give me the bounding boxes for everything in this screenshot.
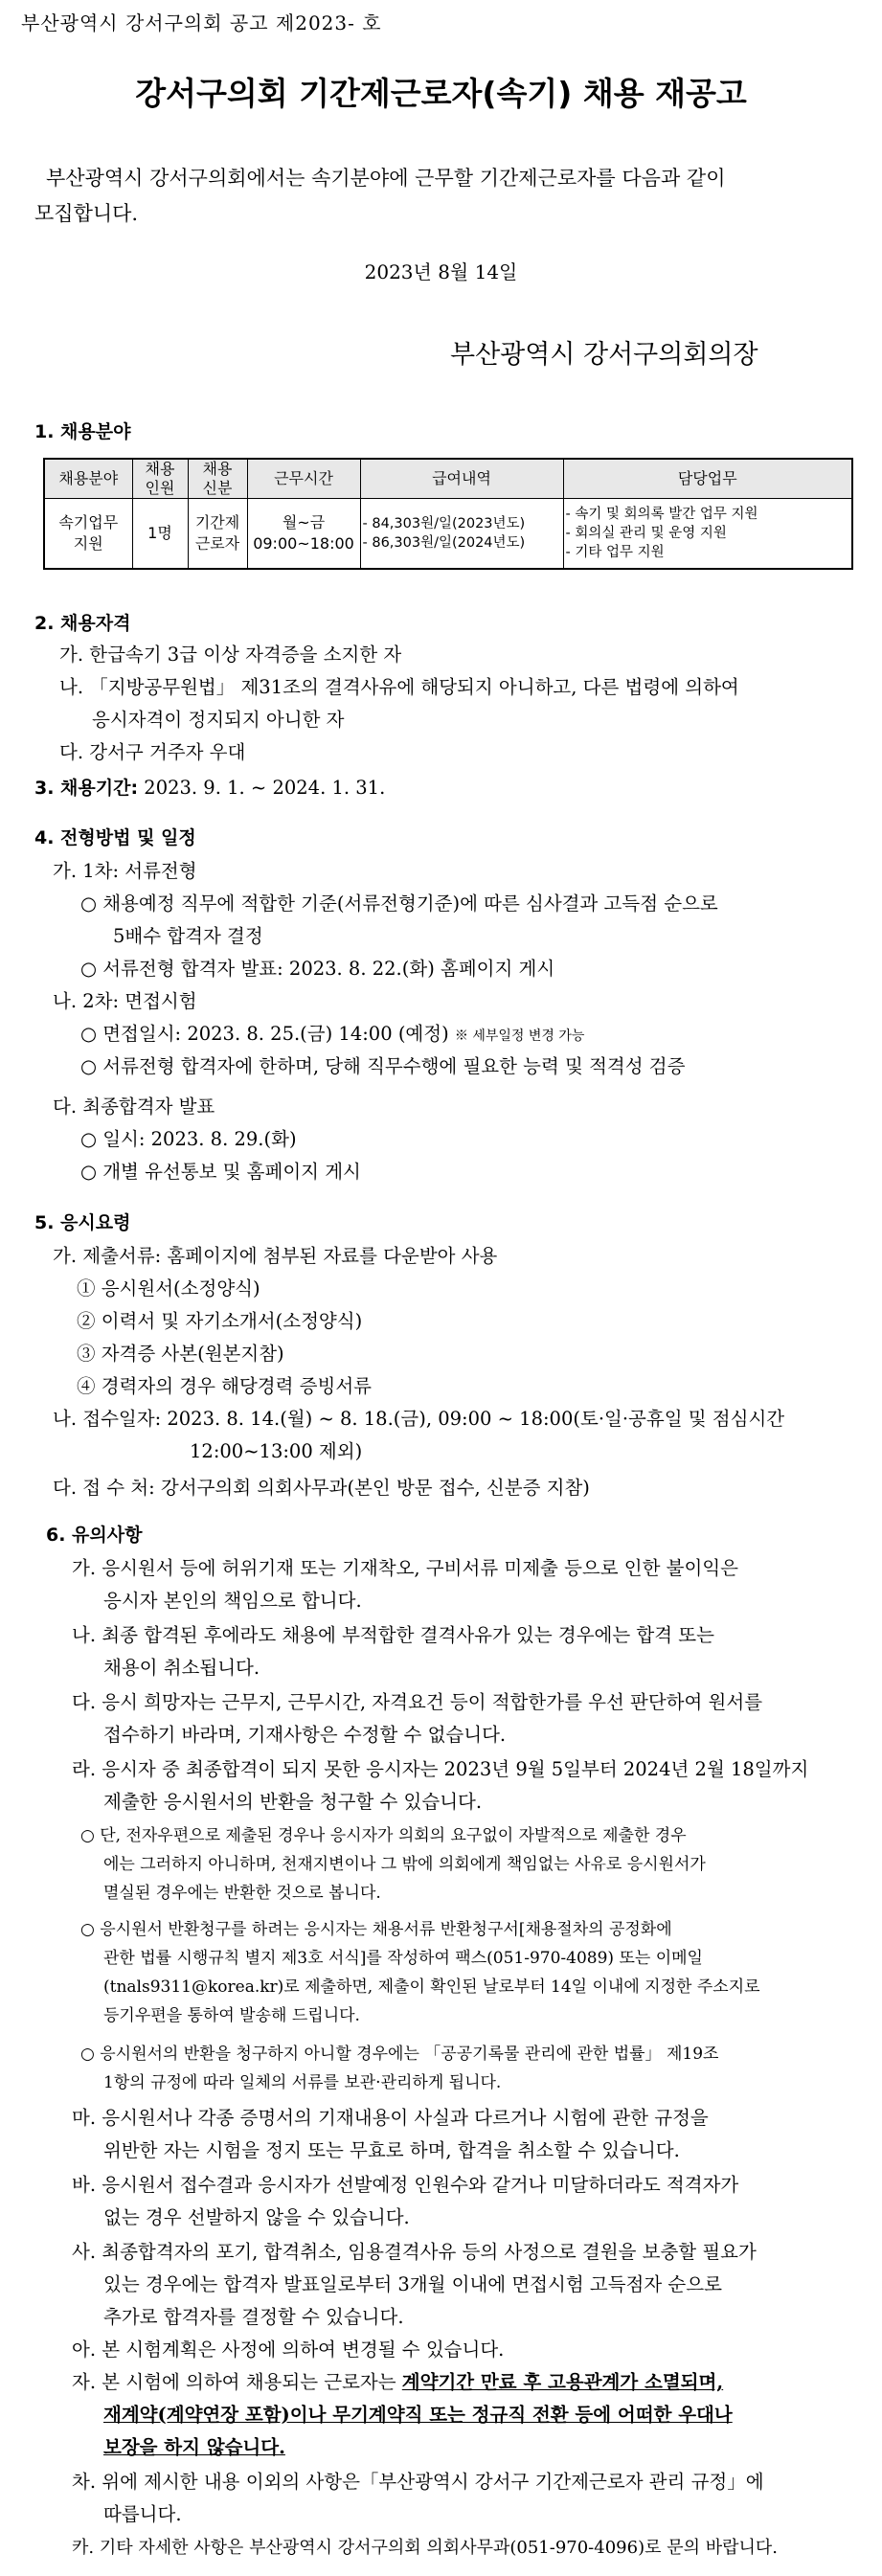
issuer: 부산광역시 강서구의회의장	[450, 340, 758, 370]
section-5-heading: 5. 응시요령	[34, 1212, 131, 1233]
header-field: 채용분야	[44, 459, 132, 499]
note-ja-line-2: 재계약(계약연장 포함)이나 무기계약직 또는 정규직 전환 등에 어떠한 우대나	[103, 2404, 733, 2426]
duty-2: - 회의실 관리 및 운영 지원	[565, 526, 727, 541]
doc-item: ④ 경력자의 경우 해당경력 증빙서류	[77, 1375, 373, 1397]
sub-note-3-line-2: 1항의 규정에 따라 일체의 서류를 보관·관리하게 됩니다.	[103, 2073, 502, 2092]
sub-note-1-line-3: 멸실된 경우에는 반환한 것으로 봅니다.	[103, 1884, 381, 1903]
header-hours: 근무시간	[247, 459, 360, 499]
intro-line-1: 부산광역시 강서구의회에서는 속기분야에 근무할 기간제근로자를 다음과 같이	[46, 167, 726, 190]
cell-count: 1명	[132, 499, 188, 570]
interview-date-note: ※ 세부일정 변경 가능	[454, 1028, 585, 1044]
stage-1-item-2: ○ 서류전형 합격자 발표: 2023. 8. 22.(화) 홈페이지 게시	[80, 958, 555, 980]
final-item-2: ○ 개별 유선통보 및 홈페이지 게시	[80, 1161, 361, 1183]
qualification-b-line-2: 응시자격이 정지되지 아니한 자	[92, 709, 345, 731]
pay-2024: - 86,303원/일(2024년도)	[362, 535, 526, 551]
submission-docs: 가. 제출서류: 홈페이지에 첨부된 자료를 다운받아 사용	[53, 1245, 498, 1267]
doc-item: ① 응시원서(소정양식)	[77, 1277, 260, 1299]
cell-status: 기간제 근로자	[188, 499, 247, 570]
note-ja-emphasis: 계약기간 만료 후 고용관계가 소멸되며,	[401, 2371, 724, 2393]
section-3-heading: 3. 채용기간:	[34, 778, 139, 799]
interview-date: ○ 면접일시: 2023. 8. 25.(금) 14:00 (예정)	[80, 1023, 449, 1045]
employment-period	[34, 774, 385, 800]
section-2-heading: 2. 채용자격	[34, 613, 131, 634]
note-ja-line-3: 보장을 하지 않습니다.	[103, 2436, 285, 2458]
note-ba-line-2: 없는 경우 선발하지 않을 수 있습니다.	[103, 2206, 410, 2228]
page-title: 강서구의회 기간제근로자(속기) 채용 재공고	[135, 75, 747, 112]
final-announcement: 다. 최종합격자 발표	[53, 1096, 215, 1118]
notice-number: 부산광역시 강서구의회 공고 제2023- 호	[21, 11, 382, 34]
note-ja-text: 자. 본 시험에 의하여 채용되는 근로자는	[72, 2371, 402, 2393]
section-4-heading: 4. 전형방법 및 일정	[34, 827, 196, 848]
header-status: 채용 신분	[188, 459, 247, 499]
table-row	[44, 499, 852, 570]
sub-note-2-line-1: ○ 응시원서 반환청구를 하려는 응시자는 채용서류 반환청구서[채용절차의 공정화에	[80, 1920, 672, 1939]
sub-note-3-line-1: ○ 응시원서의 반환을 청구하지 아니할 경우에는 「공공기록물 관리에 관한 법률」 제19조	[80, 2045, 719, 2064]
sub-note-2-line-3: (tnals9311@korea.kr)로 제출하면, 제출이 확인된 날로부터 14일 이내에 지정한 주소지로	[103, 1977, 760, 1997]
note-ka: 카. 기타 자세한 사항은 부산광역시 강서구의회 의회사무과(051-970-4096)로 문의 바랍니다.	[72, 2538, 778, 2558]
note-ma-line-2: 위반한 자는 시험을 정지 또는 무효로 하며, 합격을 취소할 수 있습니다.	[103, 2139, 680, 2161]
note-ba-line-1: 바. 응시원서 접수결과 응시자가 선발예정 인원수와 같거나 미달하더라도 적격자가	[72, 2174, 739, 2196]
application-office: 다. 접 수 처: 강서구의회 의회사무과(본인 방문 접수, 신분증 지참)	[53, 1477, 590, 1499]
intro-line-2: 모집합니다.	[34, 202, 139, 225]
notice-date: 2023년 8월 14일	[364, 260, 518, 283]
cell-field: 속기업무 지원	[44, 499, 132, 570]
note-sa-line-3: 추가로 합격자를 결정할 수 있습니다.	[103, 2306, 404, 2328]
pay-2023: - 84,303원/일(2023년도)	[362, 516, 526, 531]
stage-2-item-2: ○ 서류전형 합격자에 한하며, 당해 직무수행에 필요한 능력 및 적격성 검증	[80, 1055, 686, 1077]
application-period-line-2: 12:00~13:00 제외)	[190, 1440, 363, 1462]
employment-period-value: 2023. 9. 1. ~ 2024. 1. 31.	[144, 777, 386, 799]
note-ra-line-2: 제출한 응시원서의 반환을 청구할 수 있습니다.	[103, 1791, 483, 1813]
note-a: 아. 본 시험계획은 사정에 의하여 변경될 수 있습니다.	[72, 2339, 505, 2361]
note-na-line-1: 나. 최종 합격된 후에라도 채용에 부적합한 결격사유가 있는 경우에는 합격 또는	[72, 1624, 714, 1646]
table-header-row	[44, 459, 852, 499]
note-na-line-2: 채용이 취소됩니다.	[103, 1657, 260, 1679]
section-6-heading: 6. 유의사항	[46, 1525, 143, 1546]
note-ra-line-1: 라. 응시자 중 최종합격이 되지 못한 응시자는 2023년 9월 5일부터 2024년 2월 18일까지	[72, 1758, 809, 1780]
final-item-1: ○ 일시: 2023. 8. 29.(화)	[80, 1128, 297, 1150]
intro-paragraph	[34, 161, 860, 232]
duty-1: - 속기 및 회의록 발간 업무 지원	[565, 507, 758, 522]
note-da-line-1: 다. 응시 희망자는 근무지, 근무시간, 자격요건 등이 적합한가를 우선 판단하여 원서를	[72, 1691, 763, 1713]
sub-note-2-line-2: 관한 법률 시행규칙 별지 제3호 서식]를 작성하여 팩스(051-970-4089) 또는 이메일	[103, 1949, 703, 1968]
doc-item: ② 이력서 및 자기소개서(소정양식)	[77, 1310, 363, 1332]
note-ga-line-1: 가. 응시원서 등에 허위기재 또는 기재착오, 구비서류 미제출 등으로 인한 불이익은	[72, 1557, 739, 1579]
cell-pay	[360, 499, 563, 570]
note-cha-line-1: 차. 위에 제시한 내용 이외의 사항은「부산광역시 강서구 기간제근로자 관리 규정」에	[72, 2471, 764, 2493]
header-count: 채용 인원	[132, 459, 188, 499]
qualification-a: 가. 한급속기 3급 이상 자격증을 소지한 자	[59, 644, 402, 666]
cell-hours: 월~금 09:00~18:00	[247, 499, 360, 570]
header-duties: 담당업무	[563, 459, 852, 499]
qualification-b-line-1: 나. 「지방공무원법」 제31조의 결격사유에 해당되지 아니하고, 다른 법령에 의하여	[59, 676, 739, 698]
sub-note-1-line-1: ○ 단, 전자우편으로 제출된 경우나 응시자가 의회의 요구없이 자발적으로 제출한 경우	[80, 1826, 687, 1845]
stage-2-item-1	[80, 1019, 584, 1046]
note-ma-line-1: 마. 응시원서나 각종 증명서의 기재내용이 사실과 다르거나 시험에 관한 규정을	[72, 2107, 709, 2129]
sub-note-2-line-4: 등기우편을 통하여 발송해 드립니다.	[103, 2006, 360, 2025]
stage-1-item-1-line-1: ○ 채용예정 직무에 적합한 기준(서류전형기준)에 따른 심사결과 고득점 순으로	[80, 893, 718, 915]
section-1-heading: 1. 채용분야	[34, 421, 131, 442]
note-cha-line-2: 따릅니다.	[103, 2503, 182, 2525]
sub-note-1-line-2: 에는 그러하지 아니하며, 천재지변이나 그 밖에 의회에게 책임없는 사유로 응시원서가	[103, 1855, 706, 1874]
header-pay: 급여내역	[360, 459, 563, 499]
note-ja-line-1	[72, 2367, 723, 2394]
note-sa-line-2: 있는 경우에는 합격자 발표일로부터 3개월 이내에 면접시험 고득점자 순으로	[103, 2273, 722, 2295]
note-sa-line-1: 사. 최종합격자의 포기, 합격취소, 임용결격사유 등의 사정으로 결원을 보충할 필요가	[72, 2241, 757, 2263]
note-da-line-2: 접수하기 바라며, 기재사항은 수정할 수 없습니다.	[103, 1724, 507, 1746]
duty-3: - 기타 업무 지원	[565, 545, 665, 560]
doc-item: ③ 자격증 사본(원본지참)	[77, 1343, 284, 1365]
stage-1: 가. 1차: 서류전형	[53, 860, 197, 882]
cell-duties	[563, 499, 852, 570]
stage-2: 나. 2차: 면접시험	[53, 990, 197, 1012]
stage-1-item-1-line-2: 5배수 합격자 결정	[113, 925, 263, 947]
application-period-line-1: 나. 접수일자: 2023. 8. 14.(월) ~ 8. 18.(금), 09:00 ~ 18:00(토·일·공휴일 및 점심시간	[53, 1408, 785, 1430]
recruitment-table	[43, 458, 853, 570]
qualification-c: 다. 강서구 거주자 우대	[59, 741, 246, 763]
note-ga-line-2: 응시자 본인의 책임으로 합니다.	[103, 1590, 362, 1612]
